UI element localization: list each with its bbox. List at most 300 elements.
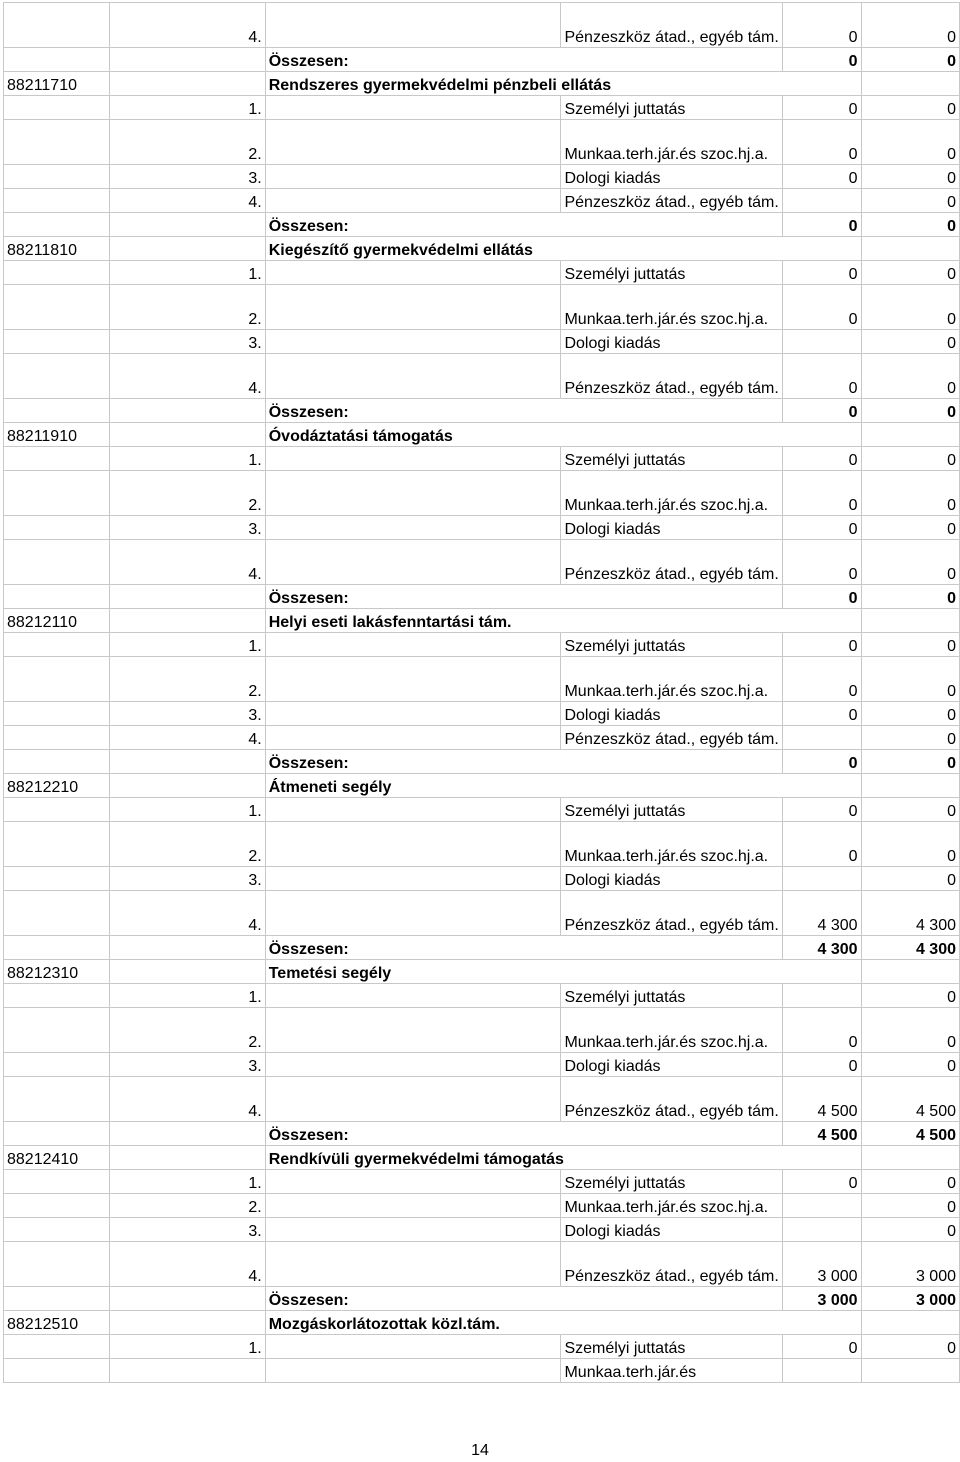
item-value-1: 0 bbox=[782, 96, 861, 120]
item-label: Dologi kiadás bbox=[561, 867, 782, 891]
item-spacer bbox=[4, 822, 110, 867]
line-item-row bbox=[4, 1008, 960, 1053]
item-spacer bbox=[4, 1359, 110, 1383]
total-value-1: 3 000 bbox=[782, 1287, 861, 1311]
item-spacer bbox=[265, 354, 561, 399]
item-label: Munkaa.terh.jár.és szoc.hj.a. bbox=[561, 120, 782, 165]
line-item-row bbox=[4, 189, 960, 213]
item-spacer bbox=[265, 798, 561, 822]
total-value-2: 0 bbox=[861, 48, 959, 72]
item-value-2: 0 bbox=[861, 798, 959, 822]
item-spacer bbox=[4, 1218, 110, 1242]
item-index: 4. bbox=[109, 1242, 265, 1287]
item-spacer bbox=[265, 285, 561, 330]
line-item-row bbox=[4, 867, 960, 891]
item-value-1 bbox=[782, 330, 861, 354]
item-value-2: 0 bbox=[861, 330, 959, 354]
item-value-2: 0 bbox=[861, 702, 959, 726]
total-spacer bbox=[4, 750, 110, 774]
item-spacer bbox=[4, 867, 110, 891]
item-spacer bbox=[265, 120, 561, 165]
item-spacer bbox=[265, 984, 561, 1008]
item-spacer bbox=[4, 726, 110, 750]
item-spacer bbox=[4, 330, 110, 354]
item-value-2: 0 bbox=[861, 867, 959, 891]
section-end bbox=[861, 1146, 959, 1170]
item-label: Munkaa.terh.jár.és szoc.hj.a. bbox=[561, 1194, 782, 1218]
item-value-2: 0 bbox=[861, 261, 959, 285]
item-value-1: 0 bbox=[782, 516, 861, 540]
item-index: 1. bbox=[109, 96, 265, 120]
total-value-2: 3 000 bbox=[861, 1287, 959, 1311]
item-index: 3. bbox=[109, 1218, 265, 1242]
item-label: Munkaa.terh.jár.és szoc.hj.a. bbox=[561, 657, 782, 702]
item-spacer bbox=[265, 540, 561, 585]
item-spacer bbox=[4, 1194, 110, 1218]
total-row bbox=[4, 1287, 960, 1311]
section-code: 88212110 bbox=[4, 609, 110, 633]
total-row bbox=[4, 750, 960, 774]
section-end bbox=[861, 774, 959, 798]
item-label: Személyi juttatás bbox=[561, 261, 782, 285]
item-value-2: 0 bbox=[861, 1008, 959, 1053]
line-item-row bbox=[4, 330, 960, 354]
item-value-1: 0 bbox=[782, 1053, 861, 1077]
total-row bbox=[4, 399, 960, 423]
line-item-row bbox=[4, 1194, 960, 1218]
item-spacer bbox=[4, 540, 110, 585]
item-value-2: 0 bbox=[861, 189, 959, 213]
item-value-2: 0 bbox=[861, 984, 959, 1008]
item-spacer bbox=[265, 261, 561, 285]
section-end bbox=[861, 960, 959, 984]
item-index: 2. bbox=[109, 120, 265, 165]
item-spacer bbox=[265, 1359, 561, 1383]
line-item-row bbox=[4, 285, 960, 330]
line-item-row bbox=[4, 447, 960, 471]
item-value-2: 0 bbox=[861, 354, 959, 399]
item-index: 1. bbox=[109, 447, 265, 471]
total-spacer bbox=[109, 1287, 265, 1311]
item-value-2: 0 bbox=[861, 165, 959, 189]
total-label: Összesen: bbox=[265, 1122, 782, 1146]
item-spacer bbox=[265, 330, 561, 354]
total-spacer bbox=[109, 399, 265, 423]
total-row bbox=[4, 936, 960, 960]
total-spacer bbox=[4, 585, 110, 609]
item-spacer bbox=[4, 1053, 110, 1077]
item-spacer bbox=[265, 867, 561, 891]
line-item-row bbox=[4, 165, 960, 189]
item-spacer bbox=[4, 1242, 110, 1287]
total-value-2: 0 bbox=[861, 213, 959, 237]
item-index: 1. bbox=[109, 261, 265, 285]
item-label: Pénzeszköz átad., egyéb tám. bbox=[561, 3, 782, 48]
line-item-row bbox=[4, 798, 960, 822]
item-value-2: 0 bbox=[861, 726, 959, 750]
total-value-1: 4 300 bbox=[782, 936, 861, 960]
section-title: Rendkívüli gyermekvédelmi támogatás bbox=[265, 1146, 861, 1170]
item-label: Személyi juttatás bbox=[561, 798, 782, 822]
item-spacer bbox=[4, 516, 110, 540]
item-spacer bbox=[265, 189, 561, 213]
item-label: Személyi juttatás bbox=[561, 447, 782, 471]
item-value-1: 0 bbox=[782, 702, 861, 726]
item-spacer bbox=[265, 1008, 561, 1053]
item-spacer bbox=[265, 516, 561, 540]
item-spacer bbox=[4, 165, 110, 189]
item-index: 2. bbox=[109, 1008, 265, 1053]
item-value-1 bbox=[782, 1218, 861, 1242]
section-spacer bbox=[109, 1146, 265, 1170]
item-value-2: 0 bbox=[861, 1194, 959, 1218]
item-spacer bbox=[265, 702, 561, 726]
section-end bbox=[861, 609, 959, 633]
item-value-2: 0 bbox=[861, 3, 959, 48]
total-spacer bbox=[109, 750, 265, 774]
item-label: Pénzeszköz átad., egyéb tám. bbox=[561, 540, 782, 585]
item-value-1: 0 bbox=[782, 657, 861, 702]
line-item-row bbox=[4, 984, 960, 1008]
total-value-1: 0 bbox=[782, 213, 861, 237]
item-label: Dologi kiadás bbox=[561, 330, 782, 354]
item-value-1: 0 bbox=[782, 471, 861, 516]
item-label: Pénzeszköz átad., egyéb tám. bbox=[561, 726, 782, 750]
item-index: 1. bbox=[109, 798, 265, 822]
item-label: Dologi kiadás bbox=[561, 1053, 782, 1077]
line-item-row bbox=[4, 540, 960, 585]
item-value-2: 0 bbox=[861, 822, 959, 867]
item-index: 2. bbox=[109, 822, 265, 867]
section-title: Rendszeres gyermekvédelmi pénzbeli ellátás bbox=[265, 72, 861, 96]
line-item-row bbox=[4, 633, 960, 657]
item-label: Személyi juttatás bbox=[561, 1335, 782, 1359]
section-end bbox=[861, 72, 959, 96]
line-item-row bbox=[4, 96, 960, 120]
item-spacer bbox=[265, 1170, 561, 1194]
item-label: Munkaa.terh.jár.és szoc.hj.a. bbox=[561, 471, 782, 516]
item-index: 3. bbox=[109, 1053, 265, 1077]
total-value-1: 0 bbox=[782, 399, 861, 423]
item-index: 3. bbox=[109, 165, 265, 189]
section-spacer bbox=[109, 72, 265, 96]
total-label: Összesen: bbox=[265, 213, 782, 237]
item-value-2: 0 bbox=[861, 1218, 959, 1242]
section-code: 88211810 bbox=[4, 237, 110, 261]
section-title: Kiegészítő gyermekvédelmi ellátás bbox=[265, 237, 861, 261]
item-spacer bbox=[4, 891, 110, 936]
section-header-row bbox=[4, 1146, 960, 1170]
item-value-2: 0 bbox=[861, 540, 959, 585]
item-label: Pénzeszköz átad., egyéb tám. bbox=[561, 1242, 782, 1287]
item-value-1 bbox=[782, 726, 861, 750]
item-spacer bbox=[265, 447, 561, 471]
item-spacer bbox=[265, 726, 561, 750]
section-header-row bbox=[4, 609, 960, 633]
item-spacer bbox=[4, 702, 110, 726]
item-value-2: 4 500 bbox=[861, 1077, 959, 1122]
item-value-2: 0 bbox=[861, 96, 959, 120]
total-label: Összesen: bbox=[265, 585, 782, 609]
item-spacer bbox=[265, 1077, 561, 1122]
line-item-row bbox=[4, 726, 960, 750]
item-index: 1. bbox=[109, 1335, 265, 1359]
item-spacer bbox=[265, 1053, 561, 1077]
section-code: 88211710 bbox=[4, 72, 110, 96]
item-spacer bbox=[4, 657, 110, 702]
page-number: 14 bbox=[471, 1442, 489, 1459]
item-spacer bbox=[4, 798, 110, 822]
item-index: 4. bbox=[109, 354, 265, 399]
line-item-row bbox=[4, 261, 960, 285]
total-row bbox=[4, 1122, 960, 1146]
total-spacer bbox=[4, 213, 110, 237]
item-value-2: 0 bbox=[861, 1170, 959, 1194]
section-code: 88211910 bbox=[4, 423, 110, 447]
section-title: Helyi eseti lakásfenntartási tám. bbox=[265, 609, 861, 633]
section-spacer bbox=[109, 609, 265, 633]
item-index: 3. bbox=[109, 330, 265, 354]
item-spacer bbox=[265, 1242, 561, 1287]
item-spacer bbox=[265, 822, 561, 867]
item-value-1: 0 bbox=[782, 1008, 861, 1053]
item-index: 3. bbox=[109, 702, 265, 726]
item-index bbox=[109, 1359, 265, 1383]
total-label: Összesen: bbox=[265, 1287, 782, 1311]
total-value-2: 0 bbox=[861, 750, 959, 774]
item-spacer bbox=[265, 891, 561, 936]
item-index: 2. bbox=[109, 285, 265, 330]
item-value-2: 0 bbox=[861, 447, 959, 471]
section-end bbox=[861, 1311, 959, 1335]
total-value-2: 4 500 bbox=[861, 1122, 959, 1146]
total-value-1: 0 bbox=[782, 48, 861, 72]
section-spacer bbox=[109, 1311, 265, 1335]
item-value-1: 0 bbox=[782, 1170, 861, 1194]
item-value-1 bbox=[782, 1359, 861, 1383]
item-index: 3. bbox=[109, 867, 265, 891]
item-index: 2. bbox=[109, 471, 265, 516]
section-end bbox=[861, 237, 959, 261]
section-title: Átmeneti segély bbox=[265, 774, 861, 798]
item-spacer bbox=[4, 285, 110, 330]
section-code: 88212510 bbox=[4, 1311, 110, 1335]
item-spacer bbox=[265, 1335, 561, 1359]
item-value-1: 0 bbox=[782, 540, 861, 585]
item-label: Pénzeszköz átad., egyéb tám. bbox=[561, 354, 782, 399]
item-spacer bbox=[265, 633, 561, 657]
item-value-2: 0 bbox=[861, 633, 959, 657]
total-value-2: 0 bbox=[861, 585, 959, 609]
section-title: Temetési segély bbox=[265, 960, 861, 984]
line-item-row bbox=[4, 471, 960, 516]
item-label: Munkaa.terh.jár.és bbox=[561, 1359, 782, 1383]
item-label: Személyi juttatás bbox=[561, 633, 782, 657]
item-label: Dologi kiadás bbox=[561, 165, 782, 189]
item-spacer bbox=[4, 96, 110, 120]
total-spacer bbox=[4, 936, 110, 960]
line-item-row bbox=[4, 1218, 960, 1242]
item-spacer bbox=[4, 471, 110, 516]
item-value-1: 0 bbox=[782, 822, 861, 867]
line-item-row bbox=[4, 822, 960, 867]
item-value-2: 0 bbox=[861, 1053, 959, 1077]
item-value-1: 3 000 bbox=[782, 1242, 861, 1287]
section-spacer bbox=[109, 960, 265, 984]
line-item-row bbox=[4, 1077, 960, 1122]
item-value-1: 0 bbox=[782, 633, 861, 657]
item-spacer bbox=[4, 3, 110, 48]
item-label: Dologi kiadás bbox=[561, 516, 782, 540]
item-label: Dologi kiadás bbox=[561, 702, 782, 726]
item-label: Dologi kiadás bbox=[561, 1218, 782, 1242]
item-spacer bbox=[4, 189, 110, 213]
item-index: 4. bbox=[109, 891, 265, 936]
item-spacer bbox=[265, 657, 561, 702]
item-index: 4. bbox=[109, 189, 265, 213]
item-label: Személyi juttatás bbox=[561, 1170, 782, 1194]
line-item-row bbox=[4, 891, 960, 936]
section-spacer bbox=[109, 237, 265, 261]
item-value-2 bbox=[861, 1359, 959, 1383]
item-label: Pénzeszköz átad., egyéb tám. bbox=[561, 189, 782, 213]
total-spacer bbox=[109, 48, 265, 72]
line-item-row bbox=[4, 1242, 960, 1287]
item-spacer bbox=[4, 261, 110, 285]
total-spacer bbox=[109, 213, 265, 237]
section-end bbox=[861, 423, 959, 447]
section-header-row bbox=[4, 774, 960, 798]
item-spacer bbox=[4, 633, 110, 657]
item-value-2: 4 300 bbox=[861, 891, 959, 936]
item-spacer bbox=[265, 1218, 561, 1242]
item-spacer bbox=[265, 1194, 561, 1218]
section-title: Mozgáskorlátozottak közl.tám. bbox=[265, 1311, 861, 1335]
item-index: 4. bbox=[109, 540, 265, 585]
total-spacer bbox=[4, 399, 110, 423]
total-value-2: 0 bbox=[861, 399, 959, 423]
total-label: Összesen: bbox=[265, 936, 782, 960]
total-value-1: 0 bbox=[782, 585, 861, 609]
item-value-2: 0 bbox=[861, 285, 959, 330]
item-value-1 bbox=[782, 189, 861, 213]
item-spacer bbox=[4, 1077, 110, 1122]
total-spacer bbox=[109, 1122, 265, 1146]
item-index: 4. bbox=[109, 1077, 265, 1122]
section-title: Óvodáztatási támogatás bbox=[265, 423, 861, 447]
item-spacer bbox=[4, 447, 110, 471]
section-header-row bbox=[4, 237, 960, 261]
item-value-1: 4 500 bbox=[782, 1077, 861, 1122]
line-item-row bbox=[4, 1359, 960, 1383]
item-index: 2. bbox=[109, 1194, 265, 1218]
item-spacer bbox=[265, 3, 561, 48]
item-label: Munkaa.terh.jár.és szoc.hj.a. bbox=[561, 822, 782, 867]
total-value-1: 0 bbox=[782, 750, 861, 774]
item-spacer bbox=[4, 984, 110, 1008]
item-value-1: 0 bbox=[782, 165, 861, 189]
section-header-row bbox=[4, 1311, 960, 1335]
item-index: 3. bbox=[109, 516, 265, 540]
section-code: 88212410 bbox=[4, 1146, 110, 1170]
total-label: Összesen: bbox=[265, 48, 782, 72]
line-item-row bbox=[4, 1335, 960, 1359]
item-value-2: 0 bbox=[861, 516, 959, 540]
item-value-2: 0 bbox=[861, 471, 959, 516]
total-label: Összesen: bbox=[265, 750, 782, 774]
budget-table bbox=[3, 2, 960, 1383]
total-row bbox=[4, 585, 960, 609]
section-code: 88212310 bbox=[4, 960, 110, 984]
item-label: Munkaa.terh.jár.és szoc.hj.a. bbox=[561, 285, 782, 330]
line-item-row bbox=[4, 1170, 960, 1194]
item-index: 4. bbox=[109, 3, 265, 48]
item-value-2: 3 000 bbox=[861, 1242, 959, 1287]
item-value-1 bbox=[782, 867, 861, 891]
line-item-row bbox=[4, 657, 960, 702]
item-label: Pénzeszköz átad., egyéb tám. bbox=[561, 1077, 782, 1122]
item-spacer bbox=[4, 1335, 110, 1359]
line-item-row bbox=[4, 516, 960, 540]
section-header-row bbox=[4, 423, 960, 447]
section-spacer bbox=[109, 423, 265, 447]
line-item-row bbox=[4, 3, 960, 48]
item-value-1 bbox=[782, 1194, 861, 1218]
total-value-1: 4 500 bbox=[782, 1122, 861, 1146]
item-value-2: 0 bbox=[861, 657, 959, 702]
line-item-row bbox=[4, 702, 960, 726]
item-index: 2. bbox=[109, 657, 265, 702]
item-label: Személyi juttatás bbox=[561, 96, 782, 120]
item-label: Munkaa.terh.jár.és szoc.hj.a. bbox=[561, 1008, 782, 1053]
item-label: Személyi juttatás bbox=[561, 984, 782, 1008]
total-value-2: 4 300 bbox=[861, 936, 959, 960]
item-value-2: 0 bbox=[861, 120, 959, 165]
section-header-row bbox=[4, 960, 960, 984]
total-row bbox=[4, 213, 960, 237]
item-value-1: 0 bbox=[782, 798, 861, 822]
item-value-1 bbox=[782, 984, 861, 1008]
item-spacer bbox=[265, 165, 561, 189]
total-label: Összesen: bbox=[265, 399, 782, 423]
budget-table-body bbox=[4, 3, 960, 1383]
item-value-1: 0 bbox=[782, 285, 861, 330]
section-code: 88212210 bbox=[4, 774, 110, 798]
item-value-1: 0 bbox=[782, 3, 861, 48]
total-spacer bbox=[4, 1122, 110, 1146]
total-spacer bbox=[109, 936, 265, 960]
total-spacer bbox=[4, 1287, 110, 1311]
item-spacer bbox=[265, 96, 561, 120]
total-spacer bbox=[4, 48, 110, 72]
section-header-row bbox=[4, 72, 960, 96]
item-index: 4. bbox=[109, 726, 265, 750]
item-spacer bbox=[4, 1170, 110, 1194]
section-spacer bbox=[109, 774, 265, 798]
item-value-1: 4 300 bbox=[782, 891, 861, 936]
item-value-1: 0 bbox=[782, 261, 861, 285]
item-value-2: 0 bbox=[861, 1335, 959, 1359]
line-item-row bbox=[4, 1053, 960, 1077]
item-value-1: 0 bbox=[782, 1335, 861, 1359]
total-row bbox=[4, 48, 960, 72]
total-spacer bbox=[109, 585, 265, 609]
line-item-row bbox=[4, 120, 960, 165]
item-spacer bbox=[4, 1008, 110, 1053]
line-item-row bbox=[4, 354, 960, 399]
item-index: 1. bbox=[109, 1170, 265, 1194]
item-spacer bbox=[4, 120, 110, 165]
